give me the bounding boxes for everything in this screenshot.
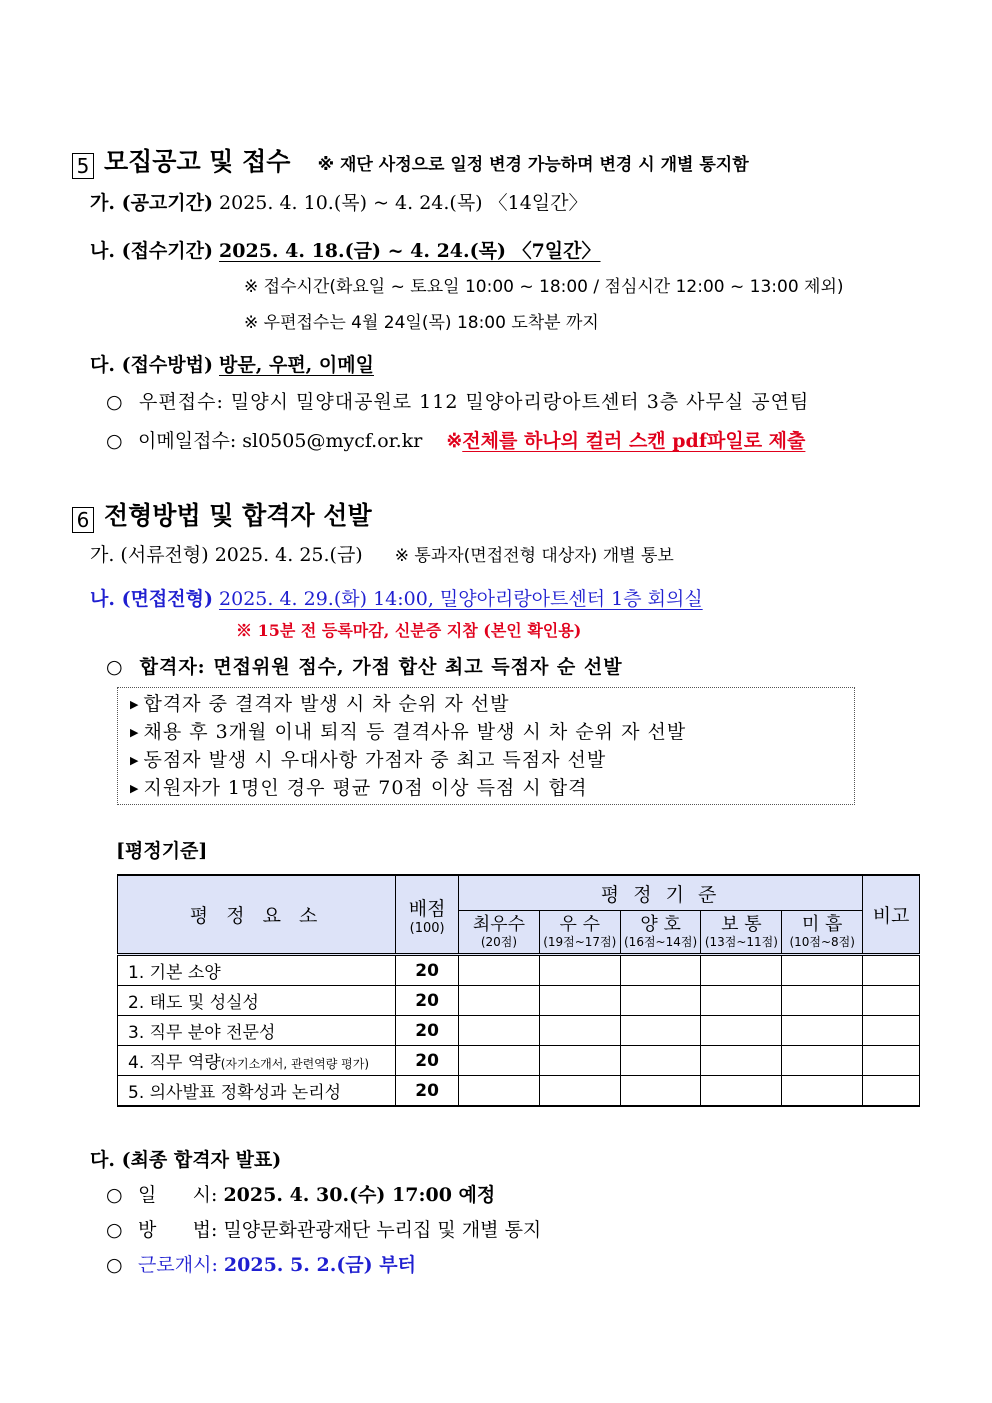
- final-date-label: 일 시:: [138, 1184, 218, 1206]
- final-way-label: 방 법:: [138, 1219, 218, 1241]
- receive-method: [90, 350, 374, 377]
- table-row: 5. 의사발표 정확성과 논리성 20: [118, 1076, 920, 1107]
- receive-period: [90, 236, 601, 263]
- col-criteria: 평 정 기 준: [459, 875, 863, 911]
- evaluation-table: [117, 874, 920, 1107]
- announce-prefix: 가. (공고기간): [90, 192, 213, 214]
- work-start-label: 근로개시:: [138, 1254, 218, 1276]
- circle-icon: ○: [106, 1184, 123, 1206]
- triangle-icon: ▶: [130, 726, 140, 739]
- circle-icon: ○: [106, 656, 124, 678]
- section6-number: 6: [72, 507, 94, 533]
- table-row: 3. 직무 분야 전문성 20: [118, 1016, 920, 1046]
- final-date-value: 2025. 4. 30.(수) 17:00 예정: [223, 1184, 496, 1206]
- col-factor: 평 정 요 소: [118, 875, 396, 955]
- receive-prefix: 나. (접수기간): [90, 240, 213, 262]
- receive-note-mail: ※ 우편접수는 4월 24일(목) 18:00 도착분 까지: [244, 313, 599, 333]
- email-receive: [106, 426, 805, 453]
- method-value: 방문, 우편, 이메일: [219, 354, 374, 376]
- criteria-title: [평정기준]: [116, 840, 208, 862]
- circle-icon: ○: [106, 1219, 123, 1241]
- triangle-icon: ▶: [130, 754, 140, 767]
- circle-icon: ○: [106, 430, 123, 452]
- grade-average: 보 통 (13점~11점): [701, 911, 782, 955]
- col-note: 비고: [863, 875, 920, 955]
- grade-good: 우 수 (19점~17점): [539, 911, 620, 955]
- final-way-value: 밀양문화관광재단 누리집 및 개별 통지: [223, 1219, 542, 1241]
- section5-title: 모집공고 및 접수: [104, 147, 291, 176]
- final-title: 다. (최종 합격자 발표): [90, 1149, 282, 1171]
- interview-value: 2025. 4. 29.(화) 14:00, 밀양아리랑아트센터 1층 회의실: [219, 588, 703, 610]
- interview: [90, 584, 703, 611]
- document-screening: [90, 540, 674, 567]
- method-prefix: 다. (접수방법): [90, 354, 213, 376]
- final-way: [106, 1215, 541, 1242]
- document-screening-note: ※ 통과자(면접전형 대상자) 개별 통보: [394, 546, 674, 566]
- passer-rule-text: 합격자: 면접위원 점수, 가점 합산 최고 득점자 순 선발: [139, 656, 623, 678]
- receive-value: 2025. 4. 18.(금) ~ 4. 24.(목) 〈7일간〉: [219, 240, 601, 262]
- bullet-item: ▶ 동점자 발생 시 우대사항 가점자 중 최고 득점자 선발: [130, 749, 607, 771]
- receive-note-time: ※ 접수시간(화요일 ~ 토요일 10:00 ~ 18:00 / 점심시간 12:00 ~ 13:00 제외): [244, 277, 844, 297]
- grade-fair: 양 호 (16점~14점): [620, 911, 701, 955]
- circle-icon: ○: [106, 391, 124, 413]
- bullet-item: ▶ 채용 후 3개월 이내 퇴직 등 결격사유 발생 시 차 순위 자 선발: [130, 721, 687, 743]
- email-note: 전체를 하나의 컬러 스캔 pdf파일로 제출: [462, 430, 806, 452]
- interview-note: ※ 15분 전 등록마감, 신분증 지참 (본인 확인용): [236, 621, 582, 640]
- col-score: 배점 (100): [396, 875, 459, 955]
- table-row: 1. 기본 소양 20: [118, 955, 920, 986]
- mail-receive: [106, 387, 809, 414]
- work-start: [106, 1250, 416, 1277]
- mail-receive-text: 우편접수: 밀양시 밀양대공원로 112 밀양아리랑아트센터 3층 사무실 공연팀: [139, 391, 810, 413]
- table-row: 4. 직무 역량(자기소개서, 관련역량 평가) 20: [118, 1046, 920, 1076]
- section5-note: ※ 재단 사정으로 일정 변경 가능하며 변경 시 개별 통지함: [317, 155, 749, 175]
- section6-title: 전형방법 및 합격자 선발: [104, 501, 372, 530]
- passer-rule: [106, 652, 623, 679]
- triangle-icon: ▶: [130, 698, 140, 711]
- interview-prefix: 나. (면접전형): [90, 588, 213, 610]
- final-date: [106, 1180, 495, 1207]
- passer-bullets: [117, 687, 855, 805]
- section6-header: [72, 496, 372, 533]
- triangle-icon: ▶: [130, 782, 140, 795]
- grade-excellent: 최우수 (20점): [459, 911, 540, 955]
- email-note-mark: ※: [446, 430, 463, 452]
- bullet-item: ▶ 지원자가 1명인 경우 평균 70점 이상 득점 시 합격: [130, 777, 588, 799]
- section5-number: 5: [72, 153, 94, 179]
- email-receive-text: 이메일접수: sl0505@mycf.or.kr: [138, 430, 423, 452]
- bullet-item: ▶ 합격자 중 결격자 발생 시 차 순위 자 선발: [130, 693, 510, 715]
- work-start-value: 2025. 5. 2.(금) 부터: [223, 1254, 416, 1276]
- grade-poor: 미 흡 (10점~8점): [782, 911, 863, 955]
- announce-period: [90, 188, 588, 215]
- document-screening-text: 가. (서류전형) 2025. 4. 25.(금): [90, 544, 363, 566]
- circle-icon: ○: [106, 1254, 123, 1276]
- section5-header: [72, 142, 749, 179]
- announce-value: 2025. 4. 10.(목) ~ 4. 24.(목) 〈14일간〉: [219, 192, 588, 214]
- table-row: 2. 태도 및 성실성 20: [118, 986, 920, 1016]
